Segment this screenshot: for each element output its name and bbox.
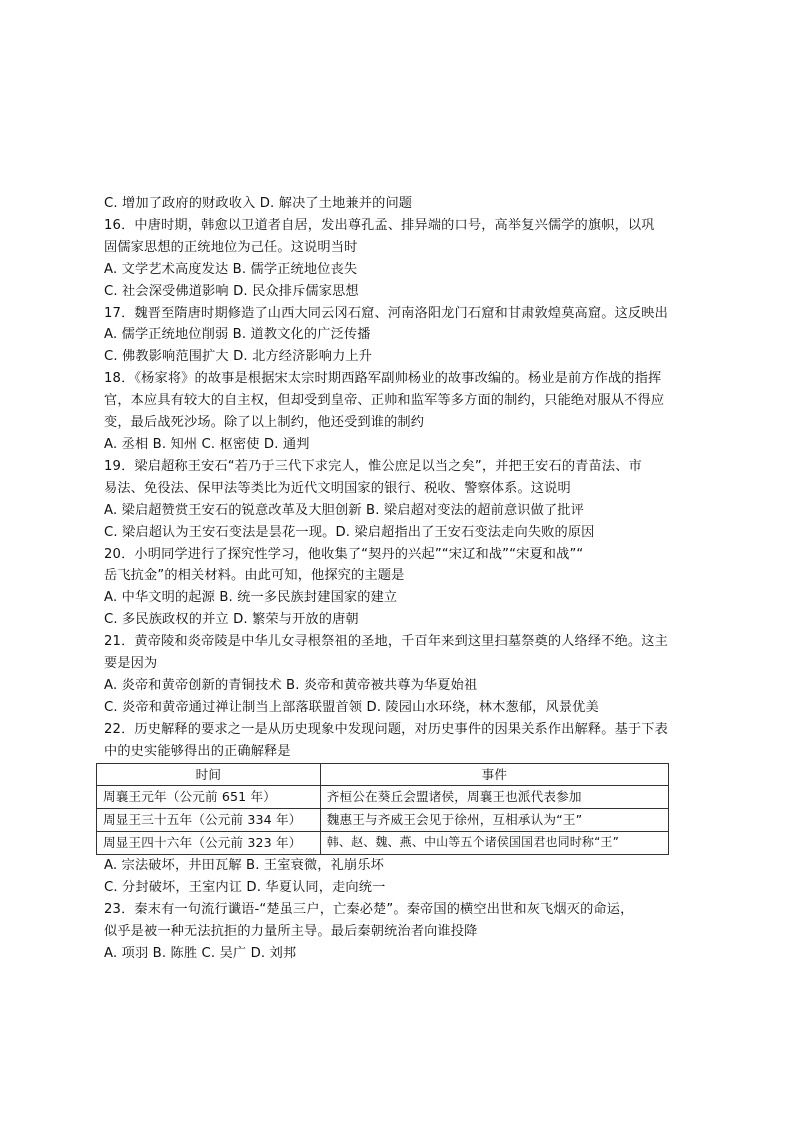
question-17 [104,303,696,369]
table-row [97,832,669,855]
question-stem: 似乎是被一种无法抗拒的力量所主导。最后秦朝统治者向谁投降 [104,923,478,939]
option-line: A. 丞相 B. 知州 C. 枢密使 D. 通判 [104,436,310,452]
question-stem: 21．黄帝陵和炎帝陵是中华儿女寻根祭祖的圣地，千百年来到这里扫墓祭奠的人络绎不绝。这主 [104,634,668,650]
option-line: A. 梁启超赞赏王安石的锐意改革及大胆创新 B. 梁启超对变法的超前意识做了批评 [104,502,584,518]
column-header-event: 事件 [320,763,668,786]
question-content [104,193,696,965]
question-stem: 易法、免役法、保甲法等类比为近代文明国家的银行、税收、警察体系。这说明 [104,480,571,496]
option-line: A. 中华文明的起源 B. 统一多民族封建国家的建立 [104,590,398,606]
table-cell-event: 魏惠王与齐威王会见于徐州，互相承认为“王” [320,809,668,832]
option-line: C. 炎帝和黄帝通过禅让制当上部落联盟首领 D. 陵园山水环绕，林木葱郁，风景优美 [104,699,599,715]
question-23 [104,899,696,965]
question-stem: 16．中唐时期，韩愈以卫道者自居，发出尊孔孟、排异端的口号，高举复兴儒学的旗帜，以巩 [104,217,655,233]
table-cell-time: 周襄王元年（公元前 651 年） [97,786,321,809]
history-table [96,763,669,856]
option-line: A. 项羽 B. 陈胜 C. 吴广 D. 刘邦 [104,945,297,961]
column-header-time: 时间 [97,763,321,786]
question-19 [104,456,696,544]
table-cell-event: 齐桓公在葵丘会盟诸侯，周襄王也派代表参加 [320,786,668,809]
table-row [97,786,669,809]
question-22 [104,719,696,899]
question-stem: 中的史实能够得出的正确解释是 [104,743,291,759]
question-21 [104,631,696,719]
question-stem: 22．历史解释的要求之一是从历史现象中发现问题，对历史事件的因果关系作出解释。基于下表 [104,721,668,737]
table-cell-event: 韩、赵、魏、燕、中山等五个诸侯国国君也同时称“王” [320,832,668,855]
question-stem: 17．魏晋至隋唐时期修造了山西大同云冈石窟、河南洛阳龙门石窟和甘肃敦煌莫高窟。这反映出 [104,305,668,321]
option-line: A. 儒学正统地位削弱 B. 道教文化的广泛传播 [104,327,371,343]
question-stem: 23．秦末有一句流行谶语-“楚虽三户，亡秦必楚”。秦帝国的横空出世和灰飞烟灭的命运， [104,902,634,917]
question-20 [104,544,696,632]
option-line: C. 佛教影响范围扩大 D. 北方经济影响力上升 [104,349,373,365]
table-cell-time: 周显王四十六年（公元前 323 年） [97,832,321,855]
table-cell-time: 周显王三十五年（公元前 334 年） [97,809,321,832]
question-stem: 变，最后战死沙场。除了以上制约，他还受到谁的制约 [104,415,425,431]
option-line: A. 炎帝和黄帝创新的青铜技术 B. 炎帝和黄帝被共尊为华夏始祖 [104,677,478,693]
question-16 [104,215,696,303]
question-stem: 要是因为 [104,656,158,672]
option-line: A. 宗法破坏，井田瓦解 B. 王室衰微，礼崩乐坏 [104,858,384,874]
question-stem: 20．小明同学进行了探究性学习，他收集了“契丹的兴起”“宋辽和战”“宋夏和战”“ [104,546,584,562]
table-row [97,809,669,832]
option-line: A. 文学艺术高度发达 B. 儒学正统地位丧失 [104,261,358,277]
question-stem: 岳飞抗金”的相关材料。由此可知，他探究的主题是 [104,568,405,584]
option-line: C. 多民族政权的并立 D. 繁荣与开放的唐朝 [104,612,359,628]
question-stem: 固儒家思想的正统地位为己任。这说明当时 [104,239,358,255]
option-line: C. 分封破坏，王室内讧 D. 华夏认同，走向统一 [104,880,386,896]
table-header-row [97,763,669,786]
option-line: C. 增加了政府的财政收入 D. 解决了土地兼并的问题 [104,196,413,211]
option-line: C. 社会深受佛道影响 D. 民众排斥儒家思想 [104,283,359,299]
question-stem: 18．《杨家将》的故事是根据宋太宗时期西路军副帅杨业的故事改编的。杨业是前方作战的指挥 [104,371,662,387]
question-18 [104,368,696,456]
events-table [96,763,669,856]
option-line: C. 梁启超认为王安石变法是昙花一现。D. 梁启超指出了王安石变法走向失败的原因 [104,524,595,540]
question-stem: 官，本应具有较大的自主权，但却受到皇帝、正帅和监军等多方面的制约，只能绝对服从不得应 [104,393,665,409]
question-stem: 19．梁启超称王安石“若乃于三代下求完人，惟公庶足以当之矣”，并把王安石的青苗法、市 [104,458,642,474]
